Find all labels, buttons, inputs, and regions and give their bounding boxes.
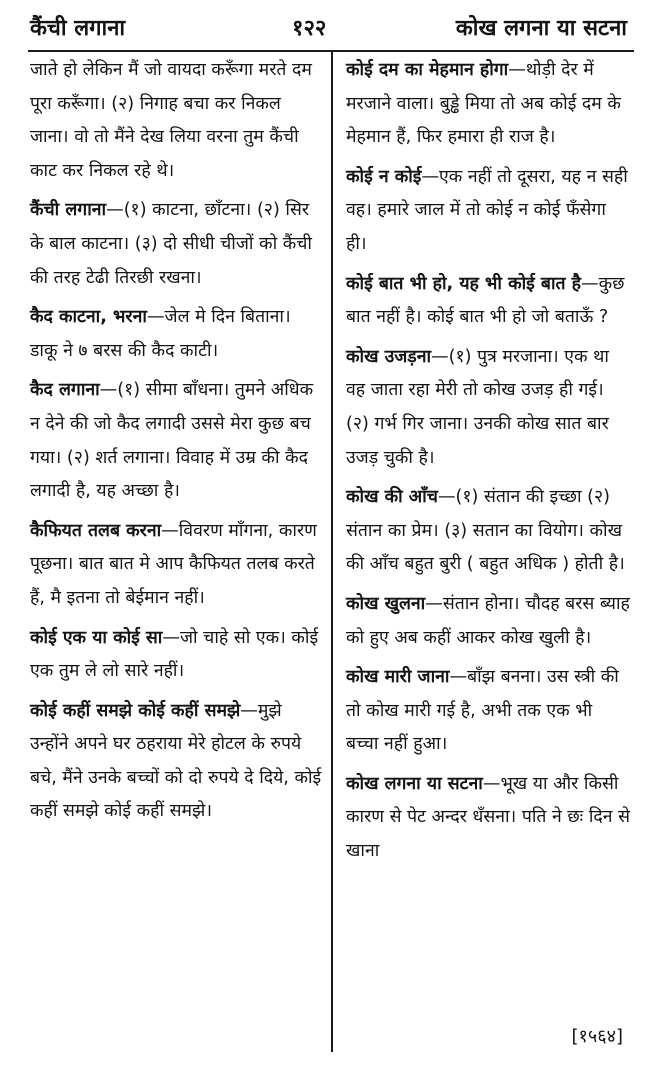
entry-definition: —(१) काटना, छाँटना। (२) सिर के बाल काटना। (३) दो सीधी चीजों को कैंची की तरह टेढी तिरछी रखना। xyxy=(30,200,312,288)
dictionary-entry xyxy=(30,54,322,188)
dictionary-entry xyxy=(346,268,630,335)
entry-headword: कोई एक या कोई सा xyxy=(30,627,163,648)
entry-definition: —मुझे उन्होंने अपने घर ठहराया मेरे होटल के रुपये बचे, मैंने उनके बच्चों को दो रुपये दे दिये, कोई कहीं समझे कोई कहीं समझे। xyxy=(30,700,322,822)
page-number: १२२ xyxy=(292,16,327,41)
dictionary-entry xyxy=(346,661,630,762)
entry-headword: कैफियत तलब करना xyxy=(30,520,162,541)
entry-definition: —जेल मे दिन बिताना। डाकू ने ७ बरस की कैद काटी। xyxy=(30,307,291,361)
entry-headword: कोई कहीं समझे कोई कहीं समझे xyxy=(30,700,241,721)
entry-headword: कैद लगाना xyxy=(30,380,100,401)
left-column xyxy=(30,54,322,835)
entry-headword: कैंची लगाना xyxy=(30,200,107,221)
dictionary-entry xyxy=(30,622,322,689)
entry-headword: कोख उजड़ना xyxy=(346,346,432,367)
entry-headword: कोख मारी जाना xyxy=(346,667,450,688)
entry-definition: —(१) पुत्र मरजाना। एक था वह जाता रहा मेरी तो कोख उजड़ ही गई। (२) गर्भ गिर जाना। उनकी कोख सात बार उजड़ चुकी है। xyxy=(346,346,609,468)
dictionary-entry xyxy=(30,194,322,295)
entry-definition: —(१) सीमा बाँधना। तुमने अधिक न देने की जो कैद लगादी उससे मेरा कुछ बच गया। (२) शर्त लगाना। विवाह में उम्र की कैद लगादी है, यह अच्छा है। xyxy=(30,380,314,502)
page-header xyxy=(0,0,649,48)
entry-definition: —एक नहीं तो दूसरा, यह न सही वह। हमारे जाल में तो कोई न कोई फँसेगा ही। xyxy=(346,166,628,254)
entry-definition: —संतान होना। चौदह बरस ब्याह को हुए अब कहीं आकर कोख खुली है। xyxy=(346,593,630,648)
dictionary-entry xyxy=(346,161,630,262)
dictionary-entry xyxy=(30,301,322,368)
dictionary-entry xyxy=(30,374,322,508)
entry-headword: कोई न कोई xyxy=(346,166,422,187)
entry-headword: कैद काटना, भरना xyxy=(30,307,147,328)
entry-definition: —बाँझ बनना। उस स्त्री की तो कोख मारी गई है, अभी तक एक भी बच्चा नहीं हुआ। xyxy=(346,667,619,755)
entry-definition: —थोड़ी देर में मरजाने वाला। बुड्ढे मिया तो अब कोई दम के मेहमान हैं, फिर हमारा ही राज है। xyxy=(346,60,621,148)
entry-headword: कोई बात भी हो, यह भी कोई बात है xyxy=(346,273,582,294)
dictionary-entry xyxy=(30,515,322,616)
entry-definition: —(१) संतान की इच्छा (२) संतान का प्रेम। (३) सतान का वियोग। कोख की आँच बहुत बुरी ( बहुत अधिक ) होती है। xyxy=(346,487,625,575)
catchword-reference: [१५६४] xyxy=(571,1026,623,1047)
entry-headword: कोख की आँच xyxy=(346,487,438,508)
running-head-left: कैंची लगाना xyxy=(30,16,126,41)
right-column xyxy=(346,54,630,875)
entry-definition: —विवरण माँगना, कारण पूछना। बात बात मे आप कैफियत तलब करते हैं, मै इतना तो बेईमान नहीं। xyxy=(30,520,317,608)
entry-definition: —कुछ बात नहीं है। कोई बात भी हो जो बताऊँ ? xyxy=(346,273,625,328)
dictionary-entry xyxy=(30,695,322,829)
entry-headword: कोख लगना या सटना xyxy=(346,773,483,794)
running-head-right: कोख लगना या सटना xyxy=(455,16,627,41)
entry-definition: —भूख या और किसी कारण से पेट अन्दर धँसना। पति ने छः दिन से खाना xyxy=(346,773,630,862)
dictionary-entry xyxy=(346,341,630,475)
entry-definition: जाते हो लेकिन मैं जो वायदा करूँगा मरते दम पूरा करूँगा। (२) निगाह बचा कर निकल जाना। वो तो मैंने देख लिया वरना तुम कैंची काट कर निकल रहे थे। xyxy=(30,60,312,181)
dictionary-entry xyxy=(346,54,630,155)
dictionary-entry xyxy=(346,588,630,655)
dictionary-entry xyxy=(346,768,630,869)
entry-headword: कोई दम का मेहमान होगा xyxy=(346,60,509,80)
entry-definition: —जो चाहे सो एक। कोई एक तुम ले लो सारे नहीं। xyxy=(30,627,319,682)
column-divider xyxy=(331,52,333,1052)
entry-headword: कोख खुलना xyxy=(346,593,426,614)
dictionary-entry xyxy=(346,481,630,582)
